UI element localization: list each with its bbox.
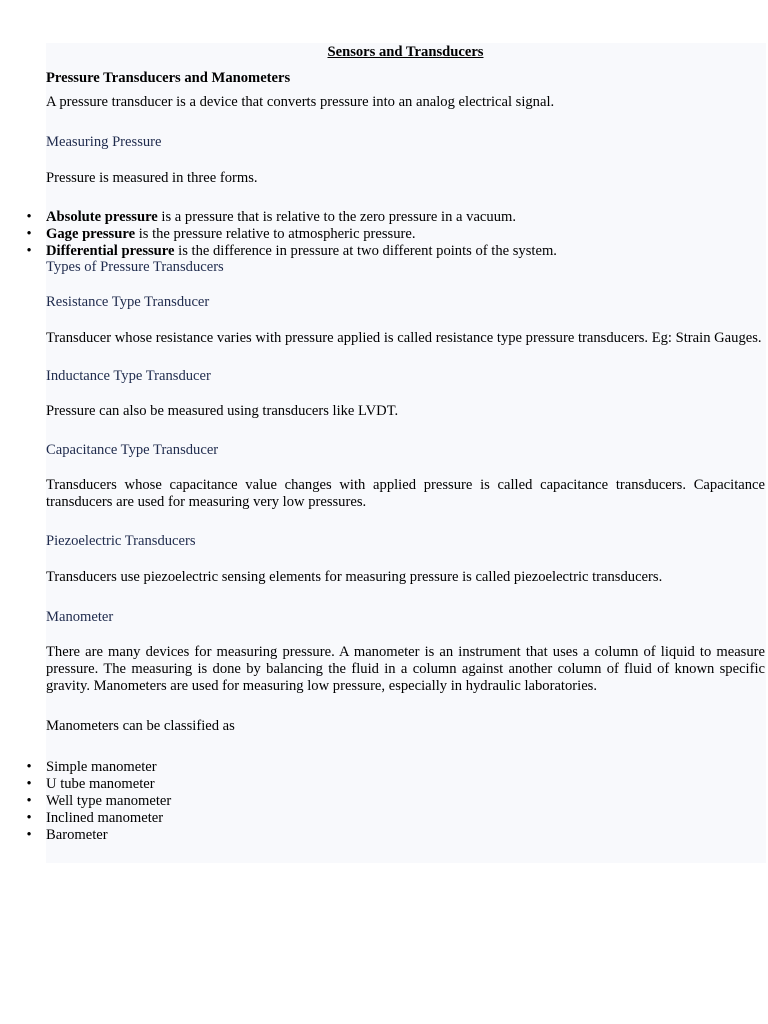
bullet-icon: • xyxy=(26,226,32,242)
list-item xyxy=(26,810,765,827)
term-differential-pressure: Differential pressure xyxy=(46,243,175,259)
document-body xyxy=(26,43,765,844)
document-title: Sensors and Transducers xyxy=(327,44,484,60)
manometer-type-label: Well type manometer xyxy=(46,793,172,809)
heading-measuring-pressure: Measuring Pressure xyxy=(46,134,162,150)
bullet-icon: • xyxy=(26,243,32,259)
list-item xyxy=(26,827,765,844)
heading-resistance-type: Resistance Type Transducer xyxy=(46,294,210,310)
heading-inductance-type: Inductance Type Transducer xyxy=(46,368,211,384)
list-item xyxy=(26,209,765,226)
piezoelectric-paragraph: Transducers use piezoelectric sensing elements for measuring pressure is called piezoelectric transducers. xyxy=(46,569,663,585)
heading-capacitance-type: Capacitance Type Transducer xyxy=(46,442,219,458)
inductance-paragraph: Pressure can also be measured using transducers like LVDT. xyxy=(46,403,399,419)
bullet-icon: • xyxy=(26,776,32,792)
desc-absolute-pressure: is a pressure that is relative to the zero pressure in a vacuum. xyxy=(157,209,516,225)
heading-types-of-pressure-transducers: Types of Pressure Transducers xyxy=(46,259,224,275)
list-item xyxy=(26,793,765,810)
heading-piezoelectric: Piezoelectric Transducers xyxy=(46,533,196,549)
manometer-type-label: Simple manometer xyxy=(46,759,157,775)
list-item xyxy=(26,776,765,793)
manometer-classified-text: Manometers can be classified as xyxy=(46,718,235,734)
term-absolute-pressure: Absolute pressure xyxy=(46,209,158,225)
manometer-paragraph: There are many devices for measuring pressure. A manometer is an instrument that uses a column of liquid to measure pressure. The measuring is done by balancing the fluid in a column against another column of fluid of known specific gravity. Manometers are used for measuring low pressure, especially in hydraulic laboratories. xyxy=(46,644,765,694)
pressure-forms-list xyxy=(26,209,765,260)
manometer-type-label: U tube manometer xyxy=(46,776,155,792)
list-item xyxy=(26,226,765,243)
intro-paragraph: A pressure transducer is a device that converts pressure into an analog electrical signal. xyxy=(46,94,555,110)
resistance-paragraph: Transducer whose resistance varies with pressure applied is called resistance type pressure transducers. Eg: Strain Gauges. xyxy=(46,330,762,346)
section-title: Pressure Transducers and Manometers xyxy=(46,70,291,86)
bullet-icon: • xyxy=(26,827,32,843)
measuring-paragraph: Pressure is measured in three forms. xyxy=(46,170,258,186)
term-gage-pressure: Gage pressure xyxy=(46,226,136,242)
bullet-icon: • xyxy=(26,759,32,775)
capacitance-paragraph: Transducers whose capacitance value changes with applied pressure is called capacitance transducers. Capacitance transducers are used for measuring very low pressures. xyxy=(46,477,765,510)
manometer-types-list xyxy=(26,759,765,844)
manometer-type-label: Inclined manometer xyxy=(46,810,164,826)
heading-manometer: Manometer xyxy=(46,609,114,625)
manometer-type-label: Barometer xyxy=(46,827,108,843)
bullet-icon: • xyxy=(26,793,32,809)
list-item xyxy=(26,759,765,776)
bullet-icon: • xyxy=(26,810,32,826)
desc-differential-pressure: is the difference in pressure at two different points of the system. xyxy=(174,243,557,259)
bullet-icon: • xyxy=(26,209,32,225)
list-item xyxy=(26,243,765,260)
desc-gage-pressure: is the pressure relative to atmospheric pressure. xyxy=(135,226,416,242)
